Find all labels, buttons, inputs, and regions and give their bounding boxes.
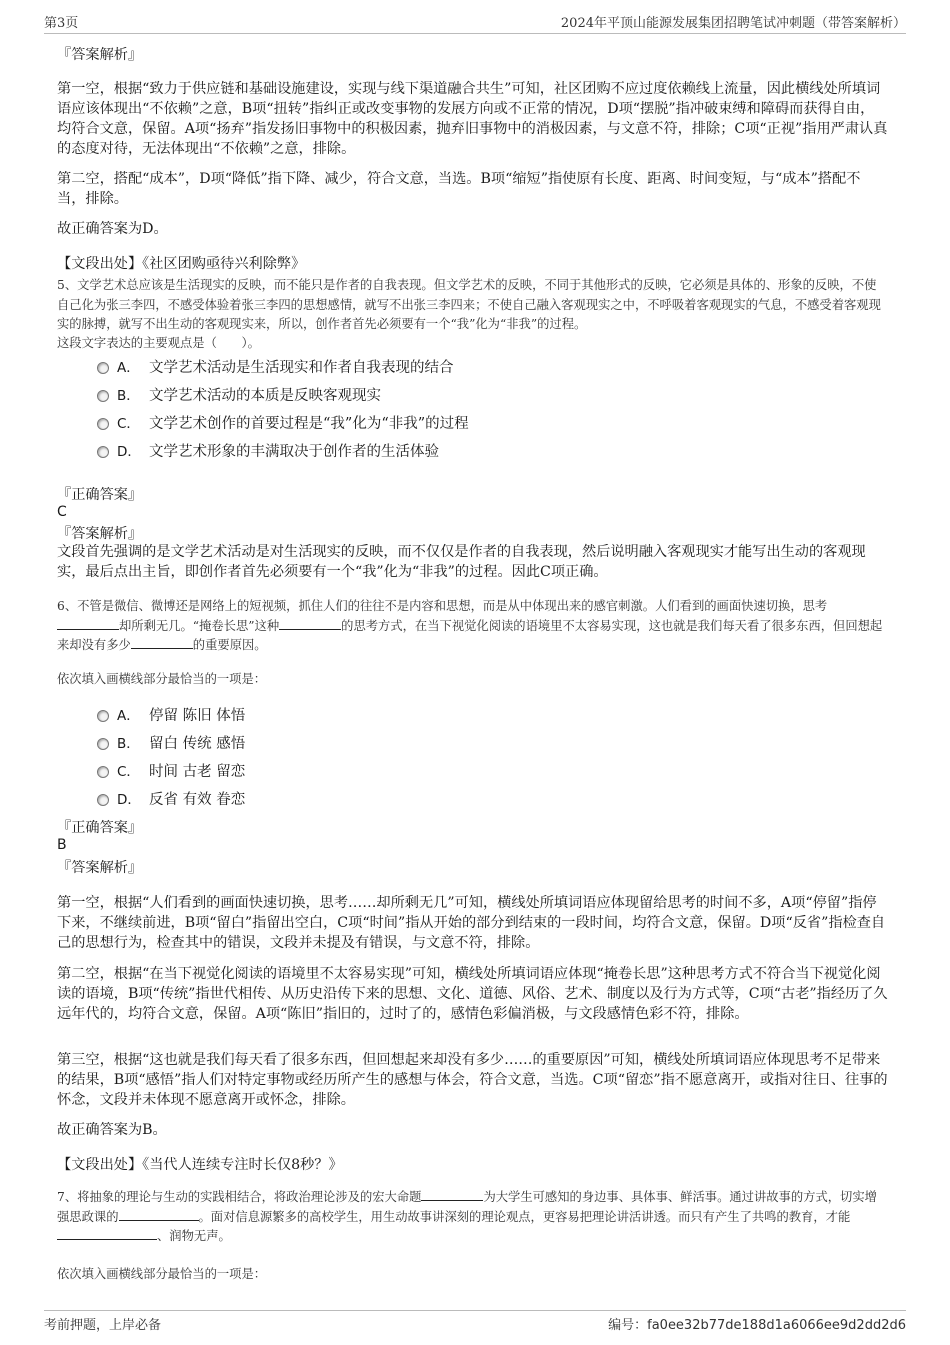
option-key: C．: [117, 764, 140, 780]
passage-source: 【文段出处】《社区团购亟待兴利除弊》: [57, 256, 306, 272]
question-stem: [57, 1188, 888, 1247]
header-divider: [44, 33, 906, 34]
option-text: 时间 古老 留恋: [149, 764, 246, 780]
option-key: B．: [117, 388, 140, 404]
footer-slogan: 考前押题，上岸必备: [44, 1318, 162, 1333]
option-d[interactable]: [97, 442, 439, 462]
analysis-label: 『答案解析』: [57, 526, 143, 542]
correct-answer-label: 『正确答案』: [57, 487, 143, 503]
correct-answer-label: 『正确答案』: [57, 820, 143, 836]
code-value: fa0ee32b77de188d1a6066ee9d2dd2d6: [647, 1318, 906, 1333]
option-text: 文学艺术创作的首要过程是“我”化为“非我”的过程: [149, 416, 469, 432]
radio-icon[interactable]: [97, 446, 109, 458]
fill-blank: [119, 1208, 199, 1221]
radio-icon[interactable]: [97, 794, 109, 806]
analysis-paragraph: 文段首先强调的是文学艺术活动是对生活现实的反映，而不仅仅是作者的自我表现，然后说明融入客观现实才能写出生动的客观现实，最后点出主旨，即创作者首先必须要有一个“我”化为“非我”的过程。因此C项正确。: [57, 544, 866, 580]
option-c[interactable]: [97, 414, 469, 434]
analysis-conclusion: 故正确答案为D。: [57, 221, 168, 237]
stem-text: 6、不管是微信、微博还是网络上的短视频，抓住人们的往往不是内容和思想，而是从中体现出来的感官刺激。人们看到的画面快速切换，思考: [57, 599, 828, 613]
stem-text: 。面对信息源繁多的高校学生，用生动故事讲深刻的理论观点，更容易把理论讲活讲透。而只有产生了共鸣的教育，才能: [198, 1209, 851, 1224]
analysis-paragraph: 第二空，根据“在当下视觉化阅读的语境里不太容易实现”可知，横线处所填词语应体现“掩卷长思”这种思考方式不符合当下视觉化阅读的语境，B项“传统”指世代相传、从历史沿传下来的思想、文化、道德、风俗、艺术、制度以及行为方式等，C项“古老”指经历了久远年代的，均符合文意，保留。A项“陈旧”指旧的，过时了的，感情色彩偏消极，与文段感情色彩不符，排除。: [57, 966, 888, 1022]
footer-divider: [44, 1310, 906, 1311]
radio-icon[interactable]: [97, 710, 109, 722]
question-stem: [57, 597, 888, 656]
option-key: B．: [117, 736, 140, 752]
analysis-label: 『答案解析』: [57, 47, 143, 63]
option-b[interactable]: [97, 734, 245, 754]
analysis-label: 『答案解析』: [57, 860, 143, 876]
option-b[interactable]: [97, 386, 381, 406]
correct-answer: C: [57, 504, 67, 520]
document-code: [608, 1314, 906, 1333]
radio-icon[interactable]: [97, 766, 109, 778]
stem-text: 7、将抽象的理论与生动的实践相结合，将政治理论涉及的宏大命题: [57, 1190, 422, 1204]
correct-answer: B: [57, 837, 67, 853]
fill-blank: [279, 617, 341, 630]
option-key: C．: [117, 416, 140, 432]
option-text: 文学艺术形象的丰满取决于创作者的生活体验: [149, 444, 439, 460]
option-a[interactable]: [97, 706, 245, 726]
option-a[interactable]: [97, 358, 454, 378]
analysis-paragraph: 第一空，根据“人们看到的画面快速切换，思考……却所剩无几”可知，横线处所填词语应体现留给思考的时间不多，A项“停留”指停下来，不继续前进，B项“留白”指留出空白，C项“时间”指从开始的部分到结束的一段时间，均符合文意，保留。D项“反省”指检查自己的思想行为，检查其中的错误，文段并未提及有错误，与文意不符，排除。: [57, 895, 886, 951]
document-title: 2024年平顶山能源发展集团招聘笔试冲刺题（带答案解析）: [560, 16, 906, 31]
option-d[interactable]: [97, 790, 245, 810]
question-prompt: 这段文字表达的主要观点是（ ）。: [57, 336, 260, 350]
fill-blank: [57, 1227, 157, 1240]
option-text: 文学艺术活动是生活现实和作者自我表现的结合: [149, 360, 454, 376]
radio-icon[interactable]: [97, 418, 109, 430]
option-text: 停留 陈旧 体悟: [149, 708, 246, 724]
option-key: A．: [117, 708, 140, 724]
fill-blank: [131, 636, 193, 649]
analysis-paragraph: 第二空，搭配“成本”，D项“降低”指下降、减少，符合文意，当选。B项“缩短”指使原有长度、距离、时间变短，与“成本”搭配不当，排除。: [57, 171, 861, 207]
code-label: 编号：: [608, 1318, 648, 1333]
analysis-paragraph: 第一空，根据“致力于供应链和基础设施建设，实现与线下渠道融合共生”可知，社区团购不应过度依赖线上流量，因此横线处所填词语应该体现出“不依赖”之意，B项“扭转”指纠正或改变事物的发展方向或不正常的情况，D项“摆脱”指冲破束缚和障碍而获得自由，均符合文意，保留。A项“扬弃”指发扬旧事物中的积极因素，抛弃旧事物中的消极因素，与文意不符，排除；C项“正视”指用严肃认真的态度对待，无法体现出“不依赖”之意，排除。: [57, 81, 888, 157]
stem-text: 的思考方式，在当下视觉化阅读的语境里不太容易实现，这也就是我们每天看了很多东西，但回想起来却没有多少: [57, 618, 883, 652]
fill-blank: [57, 617, 119, 630]
option-text: 留白 传统 感悟: [149, 736, 246, 752]
question-prompt: 依次填入画横线部分最恰当的一项是：: [57, 1267, 267, 1281]
analysis-paragraph: 第三空，根据“这也就是我们每天看了很多东西，但回想起来却没有多少……的重要原因”可知，横线处所填词语应体现思考不足带来的结果，B项“感悟”指人们对特定事物或经历所产生的感想与体会，符合文意，当选。C项“留恋”指不愿意离开，或指对往日、往事的怀念，文段并未体现不愿意离开或怀念，排除。: [57, 1052, 888, 1108]
option-c[interactable]: [97, 762, 245, 782]
radio-icon[interactable]: [97, 362, 109, 374]
page-number: 第3页: [44, 16, 79, 31]
page-header: [44, 12, 906, 32]
fill-blank: [421, 1188, 483, 1201]
stem-text: 的重要原因。: [192, 638, 267, 652]
analysis-conclusion: 故正确答案为B。: [57, 1122, 167, 1138]
option-key: D．: [117, 444, 141, 460]
radio-icon[interactable]: [97, 738, 109, 750]
option-key: D．: [117, 792, 141, 808]
option-text: 文学艺术活动的本质是反映客观现实: [149, 388, 381, 404]
stem-text: 却所剩无几。“掩卷长思”这种: [119, 618, 280, 633]
stem-text: 、润物无声。: [157, 1229, 231, 1243]
stem-text: 为大学生可感知的身边事、具体事、鲜活事。通过讲故事的方式，切实增强思政课的: [57, 1190, 877, 1224]
radio-icon[interactable]: [97, 390, 109, 402]
passage-source: 【文段出处】《当代人连续专注时长仅8秒？》: [57, 1157, 343, 1173]
question-prompt: 依次填入画横线部分最恰当的一项是：: [57, 672, 267, 686]
option-key: A．: [117, 360, 140, 376]
option-text: 反省 有效 眷恋: [149, 792, 246, 808]
question-stem: 5、文学艺术总应该是生活现实的反映，而不能只是作者的自我表现。但文学艺术的反映，不同于其他形式的反映，它必须是具体的、形象的反映，不使自己化为张三李四，不感受体验着张三李四的思想感情，就写不出张三李四来；不使自己融入客观现实之中，不呼吸着客观现实的气息，不感受着客观现实的脉搏，就写不出生动的客观现实来，所以，创作者首先必须要有一个“我”化为“非我”的过程。: [57, 278, 881, 331]
